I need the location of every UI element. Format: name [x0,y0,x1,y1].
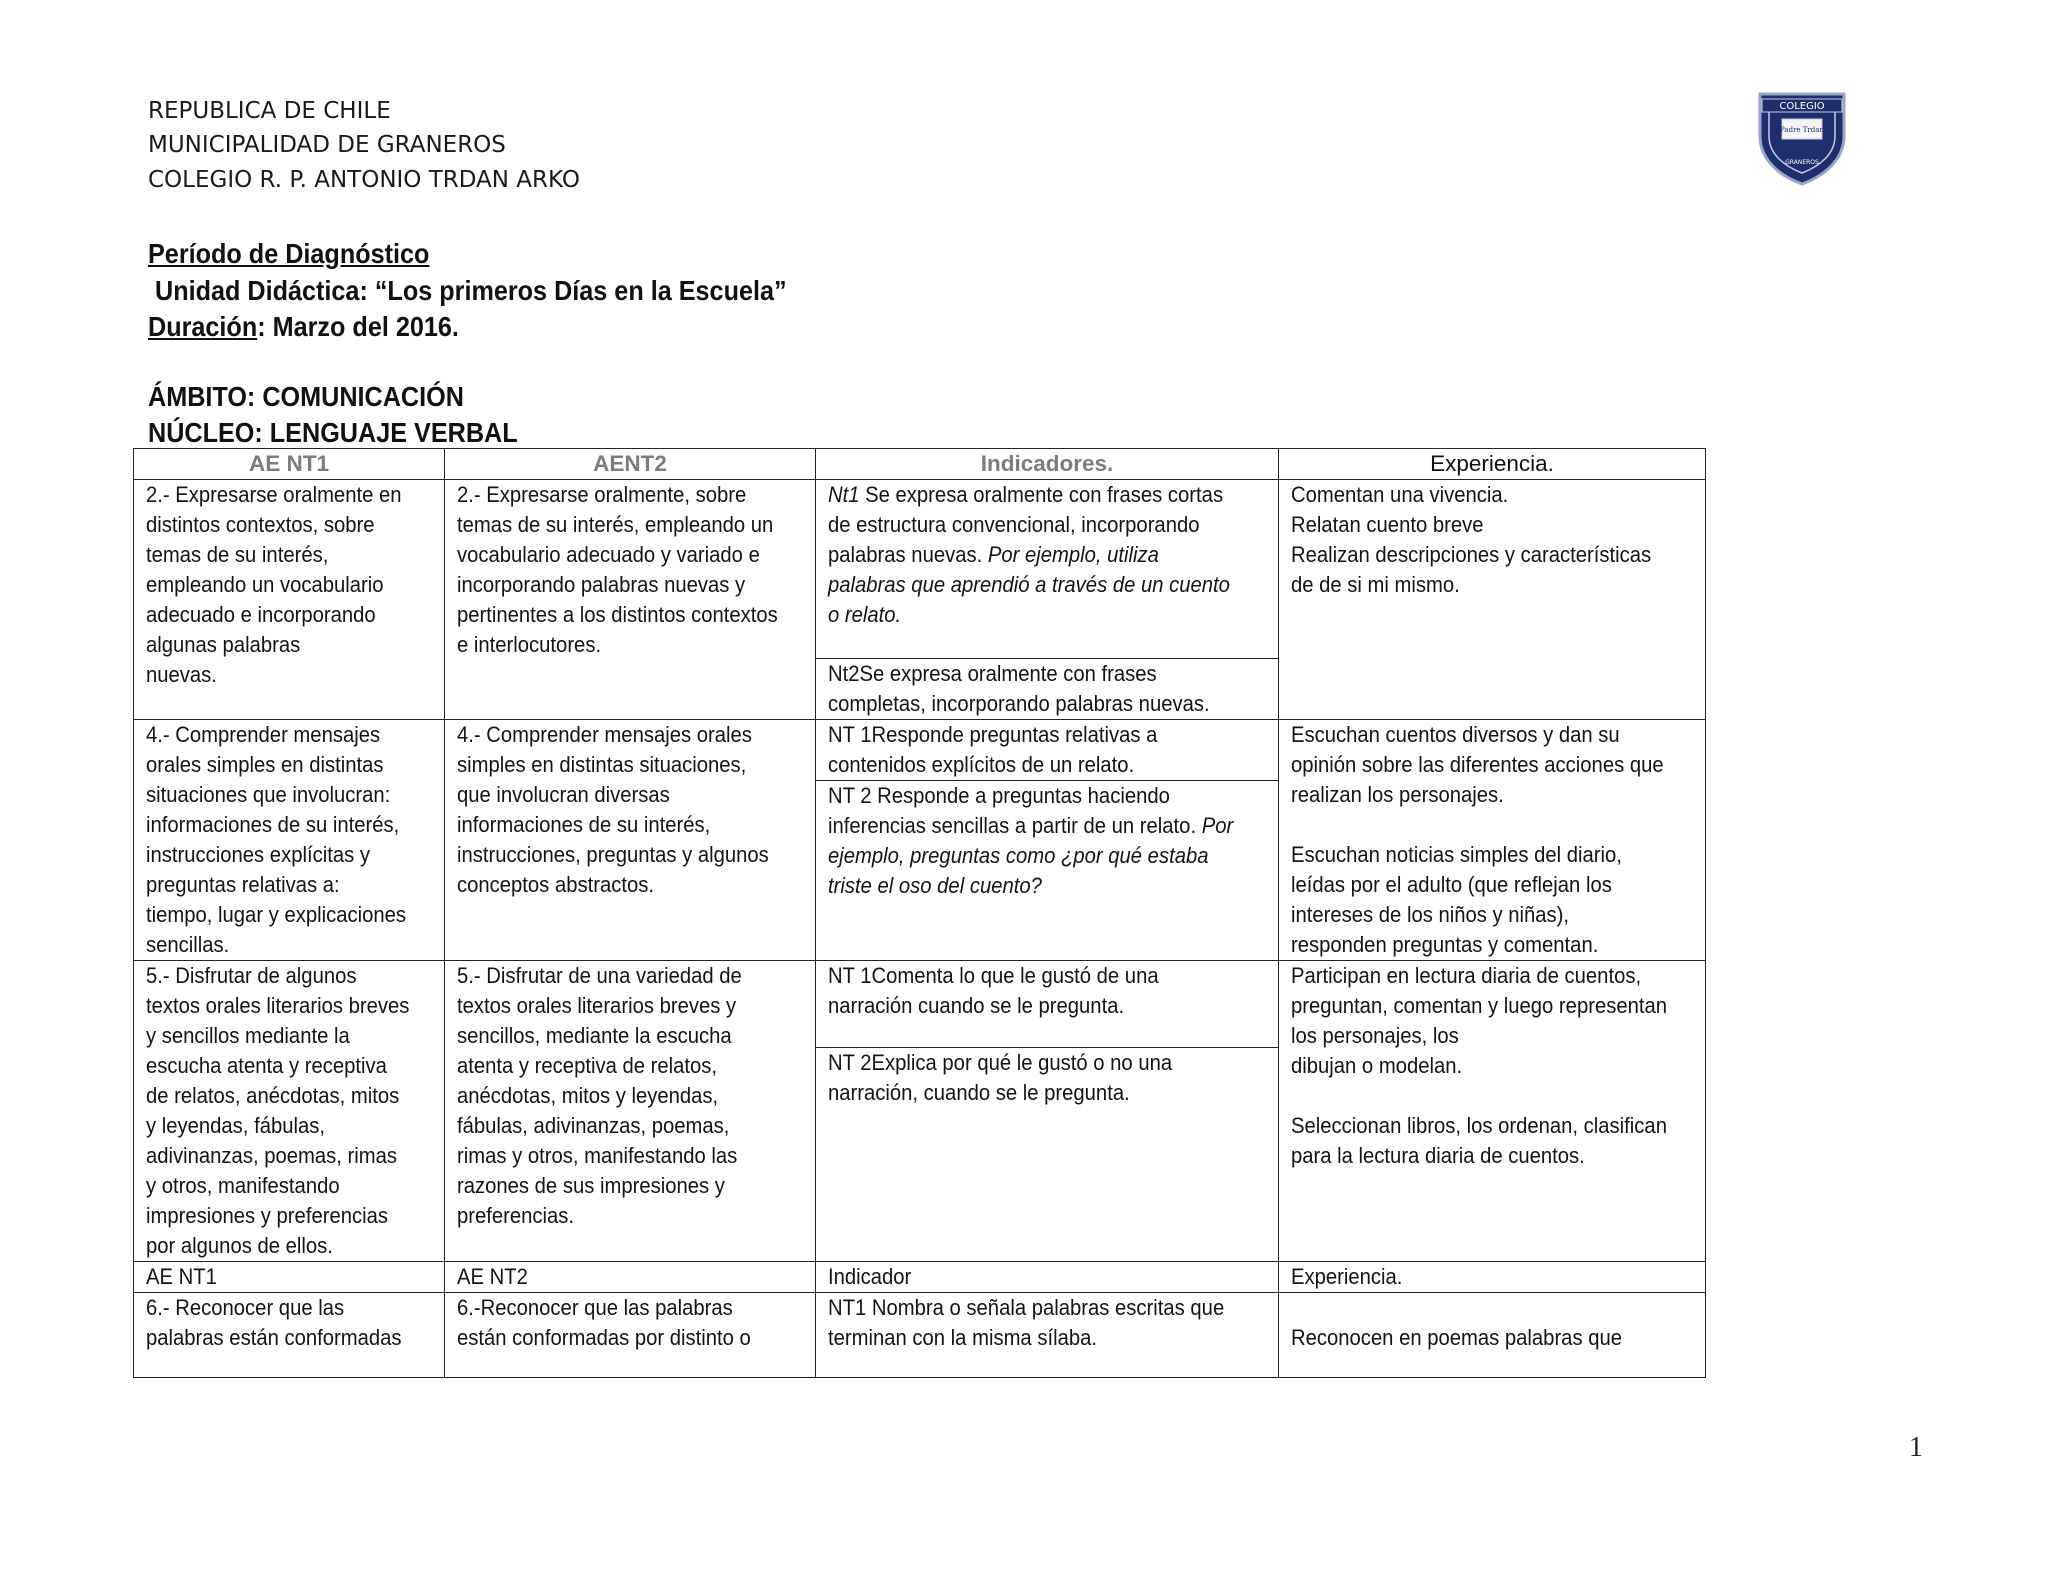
row4-nt2: 6.-Reconocer que las palabras están conformadas por distinto o [445,1293,816,1378]
nucleo-heading: NÚCLEO: LENGUAJE VERBAL [148,417,518,448]
row4-experience: Reconocen en poemas palabras que [1279,1293,1706,1378]
period-title: Período de Diagnóstico [148,238,430,269]
table-row [134,720,1706,961]
row2-indicator-nt1: NT 1Responde preguntas relativas a contenidos explícitos de un relato. [828,722,1158,777]
row3-nt1: 5.- Disfrutar de algunos textos orales literarios breves y sencillos mediante la escucha atenta y receptiva de relatos, anécdotas, mitos y leyendas, fábulas, adivinanzas, poemas, rimas y otros, manifestando impresiones y preferencias por algunos de ellos. [134,961,445,1262]
planning-table [133,448,1706,1378]
subheader-ae-nt2: AE NT2 [445,1262,816,1293]
table-row [134,1293,1706,1378]
row2-experience: Escuchan cuentos diversos y dan su opinión sobre las diferentes acciones que realizan los personajes. Escuchan noticias simples del diario, leídas por el adulto (que reflejan los intereses de los niños y niñas), responden preguntas y comentan. [1279,720,1706,961]
header-colegio: COLEGIO R. P. ANTONIO TRDAN ARKO [148,167,580,193]
row3-indicators [816,961,1279,1262]
row2-indicator-nt2: NT 2 Responde a preguntas haciendo inferencias sencillas a partir de un relato. Por ejemplo, preguntas como ¿por qué estaba triste el oso del cuento? [816,780,1278,901]
header-ae-nt1: AE NT1 [134,449,445,480]
logo-text-mid: Padre Trdan [1780,126,1824,134]
school-logo [1752,86,1852,186]
row3-experience: Participan en lectura diaria de cuentos, preguntan, comentan y luego representan los personajes, los dibujan o modelan. Seleccionan libros, los ordenan, clasifican para la lectura diaria de cuentos. [1279,961,1706,1262]
header-indicadores: Indicadores. [816,449,1279,480]
subheader-experiencia: Experiencia. [1279,1262,1706,1293]
row1-nt1: 2.- Expresarse oralmente en distintos contextos, sobre temas de su interés, empleando un vocabulario adecuado e incorporando algunas palabras nuevas. [134,480,445,720]
row3-indicator-nt1: NT 1Comenta lo que le gustó de una narración cuando se le pregunta. [828,963,1159,1018]
ambito-heading: ÁMBITO: COMUNICACIÓN [148,381,464,412]
row2-nt1: 4.- Comprender mensajes orales simples en distintas situaciones que involucran: informaciones de su interés, instrucciones explícitas y preguntas relativas a: tiempo, lugar y explicaciones sencillas. [134,720,445,961]
duration-value: : Marzo del 2016. [257,311,459,342]
subheader-indicador: Indicador [816,1262,1279,1293]
row4-indicator: NT1 Nombra o señala palabras escritas que terminan con la misma sílaba. [816,1293,1279,1378]
row1-experience: Comentan una vivencia. Relatan cuento breve Realizan descripciones y características de de si mi mismo. [1279,480,1706,720]
page-number: 1 [1909,1432,1923,1463]
header-municipalidad: MUNICIPALIDAD DE GRANEROS [148,132,506,158]
duration-line [148,313,459,341]
row1-indicator-nt1: Nt1 Se expresa oralmente con frases cortas de estructura convencional, incorporando palabras nuevas. Por ejemplo, utiliza palabras que aprendió a través de un cuento o relato. [828,482,1230,627]
table-subheader-row [134,1262,1706,1293]
row3-indicator-nt2: NT 2Explica por qué le gustó o no una narración, cuando se le pregunta. [816,1047,1278,1108]
header-republica: REPUBLICA DE CHILE [148,98,391,124]
row2-indicators [816,720,1279,961]
row1-indicator-nt2: Nt2Se expresa oralmente con frases completas, incorporando palabras nuevas. [816,658,1278,719]
row4-nt1: 6.- Reconocer que las palabras están conformadas [134,1293,445,1378]
table-row [134,480,1706,720]
row2-nt2: 4.- Comprender mensajes orales simples en distintas situaciones, que involucran diversas informaciones de su interés, instrucciones, preguntas y algunos conceptos abstractos. [445,720,816,961]
header-ae-nt2: AENT2 [445,449,816,480]
row3-nt2: 5.- Disfrutar de una variedad de textos orales literarios breves y sencillos, mediante la escucha atenta y receptiva de relatos, anécdotas, mitos y leyendas, fábulas, adivinanzas, poemas, rimas y otros, manifestando las razones de sus impresiones y preferencias. [445,961,816,1262]
logo-text-top: COLEGIO [1779,101,1825,112]
header-experiencia: Experiencia. [1279,449,1706,480]
duration-label: Duración [148,311,258,342]
didactic-unit-title: Unidad Didáctica: “Los primeros Días en la Escuela” [155,275,787,306]
table-header-row [134,449,1706,480]
table-row [134,961,1706,1262]
logo-text-bottom: GRANEROS [1785,159,1819,166]
row1-indicators [816,480,1279,720]
row1-nt2: 2.- Expresarse oralmente, sobre temas de su interés, empleando un vocabulario adecuado y variado e incorporando palabras nuevas y pertinentes a los distintos contextos e interlocutores. [445,480,816,720]
subheader-ae-nt1: AE NT1 [134,1262,445,1293]
